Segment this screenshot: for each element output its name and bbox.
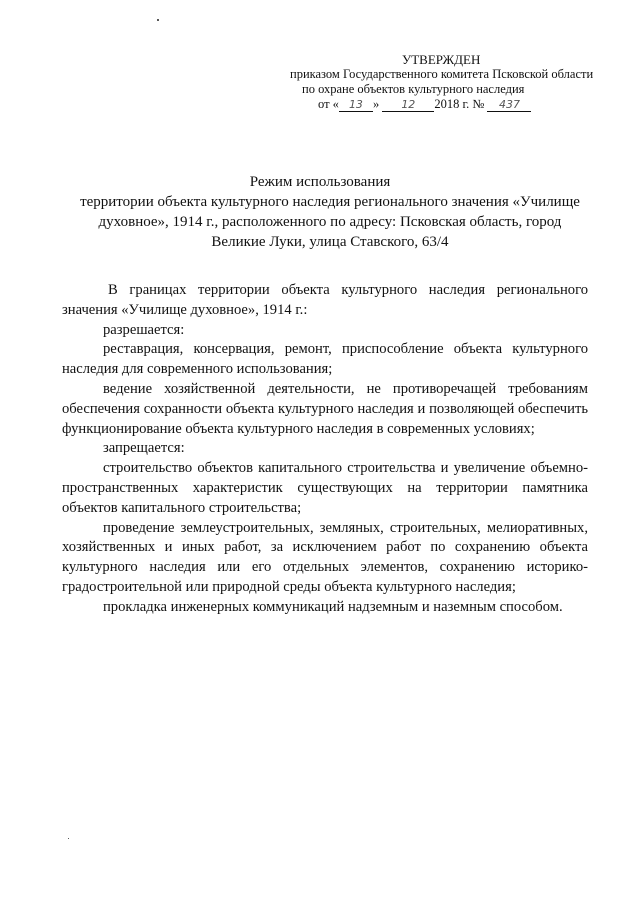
date-year-text: 2018 г. № [434,97,485,111]
body-paragraph-allowed-1: реставрация, консервация, ремонт, приспособление объекта культурного наследия для современного использования; [62,341,588,378]
body-paragraph-forbidden-1: строительство объектов капитального строительства и увеличение объемно-пространственных характеристик существующих на территории памятника объектов капитального строительства; [62,460,588,516]
body-paragraph-forbidden-2: проведение землеустроительных, земляных, строительных, мелиоративных, хозяйственных и иных работ, за исключением работ по сохранению объекта культурного наследия или его отдельных элементов, сохранению историко-градостроительной или природной среды объекта культурного наследия; [62,519,588,595]
date-month-handwritten: 12 [401,98,416,111]
approval-committee-line: по охране объектов культурного наследия [302,82,525,96]
body-paragraph-allowed-2: ведение хозяйственной деятельности, не противоречащей требованиям обеспечения сохранности объекта культурного наследия и позволяющей обеспечить функционирование объекта культурного наследия в современных условиях; [62,380,588,437]
body-paragraph-forbidden-heading: запрещается: [103,440,185,457]
document-subtitle: территории объекта культурного наследия регионального значения «Училище духовное», 1914 г., расположенного по адресу: Псковская область, город Великие Луки, улица Ставского, 63/4 [80,194,580,250]
body-paragraph-allowed-heading: разрешается: [103,321,185,338]
scan-speck [157,19,159,21]
date-mid: » [372,97,380,111]
document-body [62,281,588,618]
date-month-field [382,98,434,112]
approval-order-line: приказом Государственного комитета Псковской области [290,67,594,81]
document-title: Режим использования [249,174,391,190]
date-day-handwritten: 13 [348,98,363,111]
order-number-field [487,98,531,112]
approval-date-line [290,97,600,112]
approval-block [290,52,600,112]
date-prefix: от « [318,97,339,111]
body-paragraph-forbidden-3: прокладка инженерных коммуникаций надземным и наземным способом. [103,598,563,615]
order-number-handwritten: 437 [498,98,520,111]
date-day-field [339,98,373,112]
approval-title: УТВЕРЖДЕН [402,52,481,67]
scan-speck [68,838,69,839]
body-paragraph-intro: В границах территории объекта культурного наследия регионального значения «Училище духовное», 1914 г.: [62,282,588,318]
